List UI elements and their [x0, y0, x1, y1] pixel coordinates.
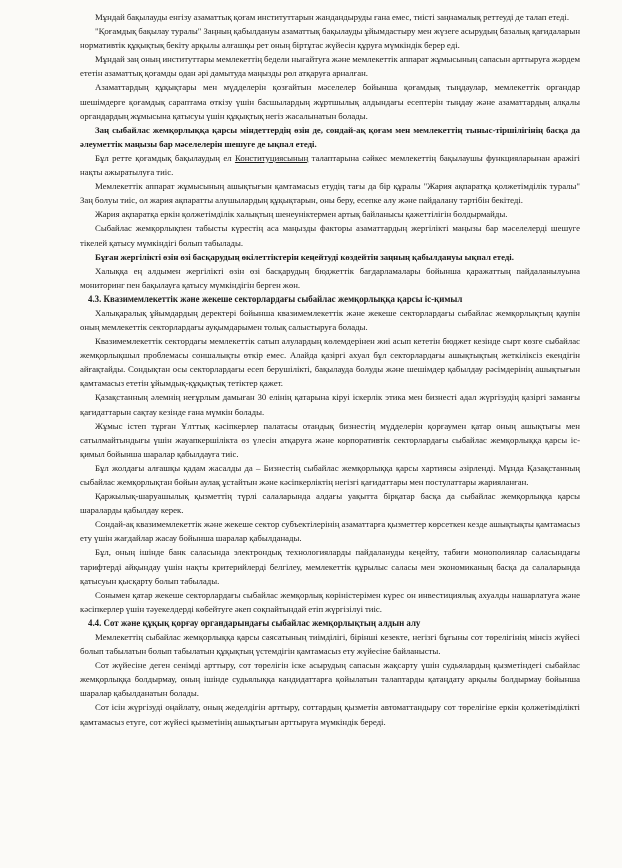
paragraph-bold: Бұған жергілікті өзін өзі басқарудың өкілеттіктерін кеңейтуді көздейтін заңның қабылдануы ықпал етеді. — [95, 251, 514, 262]
paragraph: Азаматтардың құқықтары мен мүдделерін қозғайтын мәселелер бойынша қоғамдық тыңдаулар, мемлекеттік органдар шешімдерге қоғамдық сараптама өткізу үшін басшылардың жұртшылық алдындағы есептерін тыңдау және азаматтардың алқалы органдардың жұмысына қатысуы үшін құқықтық негіз жасалынатын болады. — [80, 82, 580, 121]
paragraph: Сондай-ақ квазимемлекеттік және жекеше сектор субъектілерінің азаматтарға қызметтер көрсеткен кезде ашықтықты қамтамасыз ету үшін жағдайлар жасау бойынша шаралар қабылданады. — [80, 519, 580, 544]
paragraph-text: Бұл ретте қоғамдық бақылаудың ел — [95, 152, 235, 163]
paragraph: Мемлекеттік аппарат жұмысының ашықтығын қамтамасыз етудің тағы да бір құралы "Жария ақпаратқа қолжетімділік туралы" Заң болуы тиіс, ол жария ақпаратты алушылардың құқықтарын, оны беру, есепке алу және пайдалану тәртібін бекітеді. — [80, 181, 580, 206]
paragraph-bold: Заң сыбайлас жемқорлыққа қарсы міндеттердің өзін де, сондай-ақ қоғам мен мемлекеттің тыныс-тіршілігінің басқа да әлеуметтік маңызы бар мәселелерін шешуге де ықпал етеді. — [80, 124, 580, 149]
paragraph-constitution — [80, 151, 580, 179]
paragraph: Сот жүйесіне деген сенімді арттыру, сот төрелігін іске асырудың сапасын жақсарту үшін судьялардың қызметіндегі сыбайлас жемқорлыққа болдырмау, оның ішінде судьялыққа кандидаттарға қойылатын талаптарды қатаңдату арқылы болдырмау бойынша шаралар қабылданатын болады. — [80, 660, 580, 699]
paragraph: Қазақстанның әлемнің неғұрлым дамыған 30 елінің қатарына кіруі іскерлік этика мен бизнесті адал жүргізудің қазіргі заманғы қағидаттарын сақтау кезінде ғана мүмкін болады. — [80, 392, 580, 417]
section-heading-4-4: 4.4. Сот және құқық қорғау органдарындағы сыбайлас жемқорлықтың алдын алу — [88, 617, 421, 628]
paragraph: Жария ақпаратқа еркін қолжетімділік халықтың шенеуніктермен артық байланысы қажеттілігін болдырмайды. — [95, 209, 508, 220]
paragraph: "Қоғамдық бақылау туралы" Заңның қабылдануы азаматтық бақылауды ұйымдастыру мен жүзеге асырудың базалық қағидаларын нормативтік құқықтық бекіту арқылы алғашқы рет оның біртұтас жүйесін құруға мүмкіндік берер еді. — [80, 26, 580, 51]
paragraph-text: талаптарына сәйкес мемлекеттің бақылаушы функцияларынан аражігі нақты ажыратылуға тиіс. — [80, 152, 580, 178]
paragraph: Квазимемлекеттік сектордағы мемлекеттік сатып алулардың көлемдерінен жиі асып кететін бюджет кезінде сырт көзге сыбайлас жемқорлықшыл проблемасы соншалықты өткір емес. Алайда қазіргі ахуал бұл секторлардағы ашықтықтың жеткіліксіз екендігін айғақтайды. Сондықтан осы секторлардағы есеп берушілікті, бақылауда болуды және шешімдер қабылдау рәсімдерінің ашықтығын қамтамасыз ететін ұйымдық-құқықтық тетіктер қажет. — [80, 336, 580, 389]
paragraph: Мұндай заң оның институттары мемлекеттің бедели ныгайтуға және мемлекеттік аппарат жұмысының сапасын арттыруға жәрдем ететін азаматтық қоғамды одан әрі дамытуда маңызды рөл атқаруға арналған. — [80, 54, 580, 79]
paragraph: Бұл жолдағы алғашқы қадам жасалды да – Бизнестің сыбайлас жемқорлыққа қарсы хартиясы әзірленді. Мұнда Қазақстанның сыбайлас жемқорлықтан бойын аулақ ұстайтын және кәсіпкерліктің негізгі қағидаттары мен постулаттары жарияланған. — [80, 462, 580, 487]
section-heading-4-3: 4.3. Квазимемлекеттік және жекеше секторлардағы сыбайлас жемқорлыққа қарсы іс-қимыл — [88, 293, 463, 304]
paragraph: Бұл, оның ішінде банк саласында электрондық технологияларды пайдалануды кеңейту, табиғи монополиялар саласындағы тарифтерді айқындау үшін нақты критерийлерді белгілеу, мемлекеттік құрылыс саласы мен экономиканың басқа да салаларында қатысуын қысқарту болып табылады. — [80, 547, 580, 586]
paragraph: Халыққа ең алдымен жергілікті өзін өзі басқарудың бюджеттік бағдарламалары бойынша қаражаттың пайдаланылуына мониторинг пен бақылауға қатысу мүмкіндігін берген жөн. — [80, 265, 580, 290]
constitution-link[interactable]: Конституциясының — [234, 152, 309, 163]
paragraph: Сот ісін жүргізуді оңайлату, оның жеделдігін арттыру, соттардың қызметін автоматтандыру сот төрелігіне еркін қолжетімділікті қамтамасыз етуге, сот жүйесі қызметінің ашықтығын арттыруға мүмкіндік береді. — [80, 702, 580, 727]
paragraph: Жұмыс істеп тұрған Ұлттық кәсіпкерлер палатасы отандық бизнестің мүдделерін қорғаумен қатар оның ашықтығы мен сатылмайтындығы үшін жауапкершілікта өз үлесін атқаруға және корпоративтік секторлардағы сыбайлас жемқорлыққа қарсы іс-қимыл бойынша шаралар қабылдауға тиіс. — [80, 420, 580, 459]
paragraph: Мемлекеттің сыбайлас жемқорлыққа қарсы саясатының тиімділігі, бірінші кезекте, негізгі бұғыны сот төрелігінің мінсіз жүйесі болып табылатын болып табылатын құқықтың үстемдігін қамтамасыз ету жүйесіне байланысты. — [80, 631, 580, 657]
paragraph: Мұндай бақылауды енгізу азаматтық қоғам институттарын жандандыруды ғана емес, тиісті заңнамалық реттеуді де талап етеді. — [95, 12, 570, 22]
paragraph: Халықаралық ұйымдардың деректері бойынша квазимемлекеттік және жекеше секторлардағы сыбайлас жемқорлықтың қаупін оның мемлекеттік секторлардағы ауқымдарымен толық салыстыруға болады. — [80, 307, 580, 332]
paragraph: Қаржылық-шаруашылық қызметтің түрлі салаларында алдағы уақытта бірқатар басқа да сыбайлас жемқорлыққа қарсы шараларды қабылдау керек. — [80, 491, 580, 516]
paragraph: Сонымен қатар жекеше секторлардағы сыбайлас жемқорлық көріністерімен күрес он инвестициялық ахуалды нашарлатуға және кәсіпкерлер үшін тәуекелдерді көбейтуге әкеп соқпайтындай етіп жүргізілуі тиіс. — [80, 589, 580, 614]
paragraph: Сыбайлас жемқорлықпен табысты күрестің аса маңызды факторы азаматтардың жергілікті маңызы бар мәселелерді шешуге тікелей қатысу мүмкіндігі болып табылады. — [80, 223, 580, 248]
